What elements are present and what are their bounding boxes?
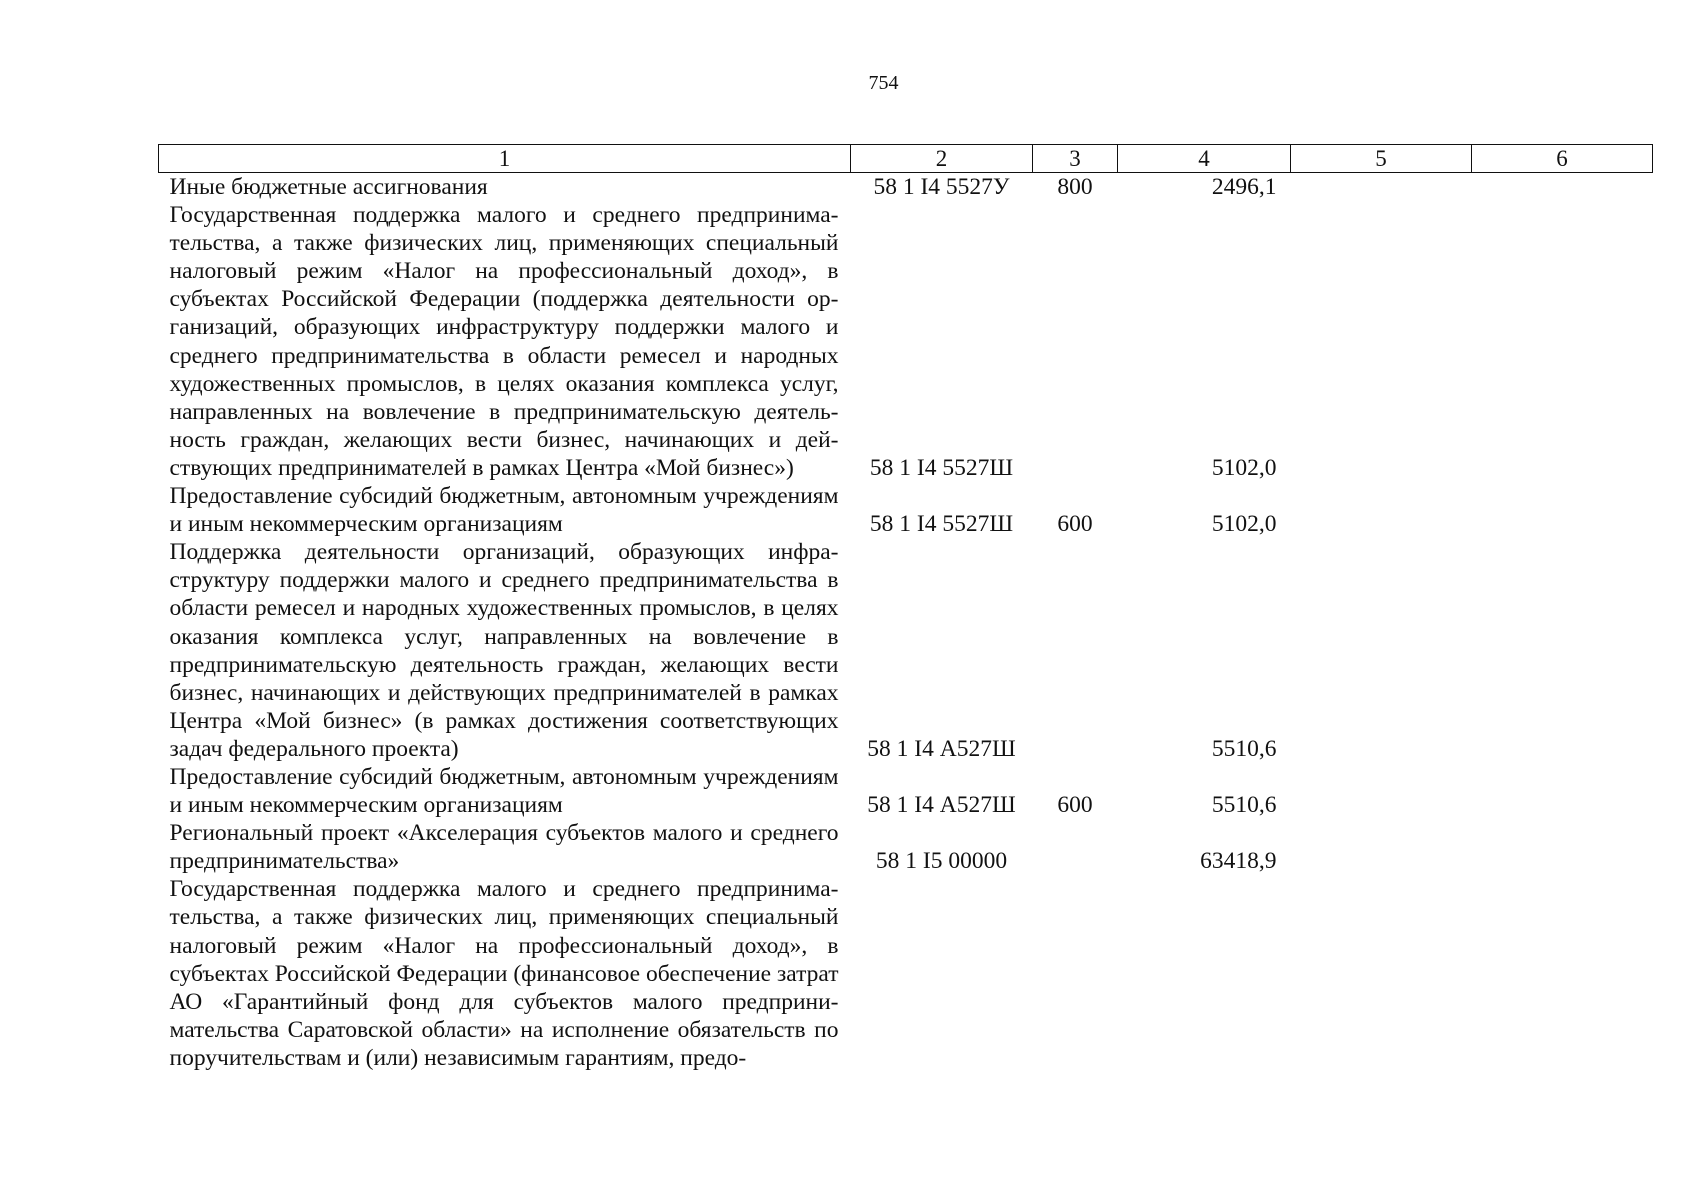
row-amount-cell: [1118, 875, 1291, 1072]
row-code-cell: 58 1 I4 А527Ш: [867, 792, 1016, 819]
row-code-cell: [851, 875, 1033, 1072]
row-code-cell: 58 1 I4 5527Ш: [869, 454, 1014, 481]
row-col5-cell: [1291, 819, 1472, 875]
column-header-1: 1: [159, 145, 851, 173]
table-row: [159, 538, 1653, 763]
row-col6-cell: [1472, 201, 1653, 482]
column-header-4: 4: [1118, 145, 1291, 173]
row-code-cell: 58 1 I4 А527Ш: [867, 735, 1016, 762]
column-header-6: 6: [1472, 145, 1653, 173]
table-row: [159, 201, 1653, 482]
page-number: 754: [868, 72, 899, 94]
row-col6-cell: [1472, 173, 1653, 202]
row-col5-cell: [1291, 173, 1472, 202]
row-expense-type-cell: [1033, 875, 1118, 1072]
row-col6-cell: [1472, 763, 1653, 819]
table-row: [159, 875, 1653, 1072]
row-name-cell: Региональный проект «Акселерация субъектов малого и среднего предпринимательства»: [169, 820, 839, 875]
row-code-cell: 58 1 I4 5527У: [873, 174, 1010, 200]
row-amount-cell: 5102,0: [1211, 454, 1277, 481]
row-col5-cell: [1291, 875, 1472, 1072]
row-name-cell: Предоставление субсидий бюджетным, автономным учреждениям и иным некоммерческим организациям: [169, 763, 839, 819]
row-expense-type-cell: 600: [1057, 792, 1093, 819]
row-name-cell: Государственная поддержка малого и среднего предпринимательства, а также физических лиц, применяющих специальный налоговый режим «Налог на профессиональный доход», в субъектах Российской Федерации (поддержка деятельности организаций, образующих инфраструктуру поддержки малого и среднего предпринимательства в области ремесел и народных художественных промыслов, в целях оказания комплекса услуг, направленных на вовлечение в предпринимательскую деятельность граждан, желающих вести бизнес, начинающих и действующих предпринимателей в рамках Центра «Мой бизнес»): [169, 202, 839, 481]
column-header-5: 5: [1291, 145, 1472, 173]
table-row: [159, 482, 1653, 538]
column-header-2: 2: [851, 145, 1033, 173]
row-name-cell: Предоставление субсидий бюджетным, автономным учреждениям и иным некоммерческим организациям: [169, 483, 839, 538]
table-row: [159, 173, 1653, 202]
row-col5-cell: [1291, 482, 1472, 538]
row-amount-cell: 2496,1: [1211, 174, 1277, 200]
row-expense-type-cell: 800: [1057, 174, 1093, 200]
row-expense-type-cell: 600: [1057, 511, 1093, 538]
row-amount-cell: 5510,6: [1211, 735, 1277, 762]
row-name-cell: Поддержка деятельности организаций, образующих инфраструктуру поддержки малого и среднего предпринимательства в области ремесел и народных художественных промыслов, в целях оказания комплекса услуг, направленных на вовлечение в предпринимательскую деятельность граждан, желающих вести бизнес, начинающих и действующих предпринимателей в рамках Центра «Мой бизнес» (в рамках достижения соответствующих задач федерального проекта): [169, 539, 839, 762]
row-amount-cell: 63418,9: [1200, 848, 1277, 875]
table-row: [159, 819, 1653, 875]
column-header-3: 3: [1033, 145, 1118, 173]
row-col6-cell: [1472, 482, 1653, 538]
row-code-cell: 58 1 I5 00000: [875, 848, 1008, 875]
row-col5-cell: [1291, 201, 1472, 482]
row-name-cell: Иные бюджетные ассигнования: [169, 174, 488, 200]
row-expense-type-cell: [1033, 819, 1118, 875]
table-row: [159, 763, 1653, 819]
row-code-cell: 58 1 I4 5527Ш: [869, 511, 1014, 538]
table-header-row: [159, 145, 1653, 173]
budget-table: [158, 144, 1653, 1072]
row-col6-cell: [1472, 538, 1653, 763]
row-amount-cell: 5102,0: [1211, 511, 1277, 538]
row-col6-cell: [1472, 819, 1653, 875]
row-col5-cell: [1291, 763, 1472, 819]
row-col5-cell: [1291, 538, 1472, 763]
row-name-cell: Государственная поддержка малого и среднего предпринимательства, а также физических лиц, применяющих специальный налоговый режим «Налог на профессиональный доход», в субъектах Российской Федерации (финансовое обеспечение затрат АО «Гарантийный фонд для субъектов малого предпринимательства Саратовской области» на исполнение обязательств по поручительствам и (или) независимым гарантиям, предо-: [169, 876, 839, 1071]
row-col6-cell: [1472, 875, 1653, 1072]
row-expense-type-cell: [1033, 201, 1118, 482]
row-expense-type-cell: [1033, 538, 1118, 763]
row-amount-cell: 5510,6: [1211, 792, 1277, 819]
